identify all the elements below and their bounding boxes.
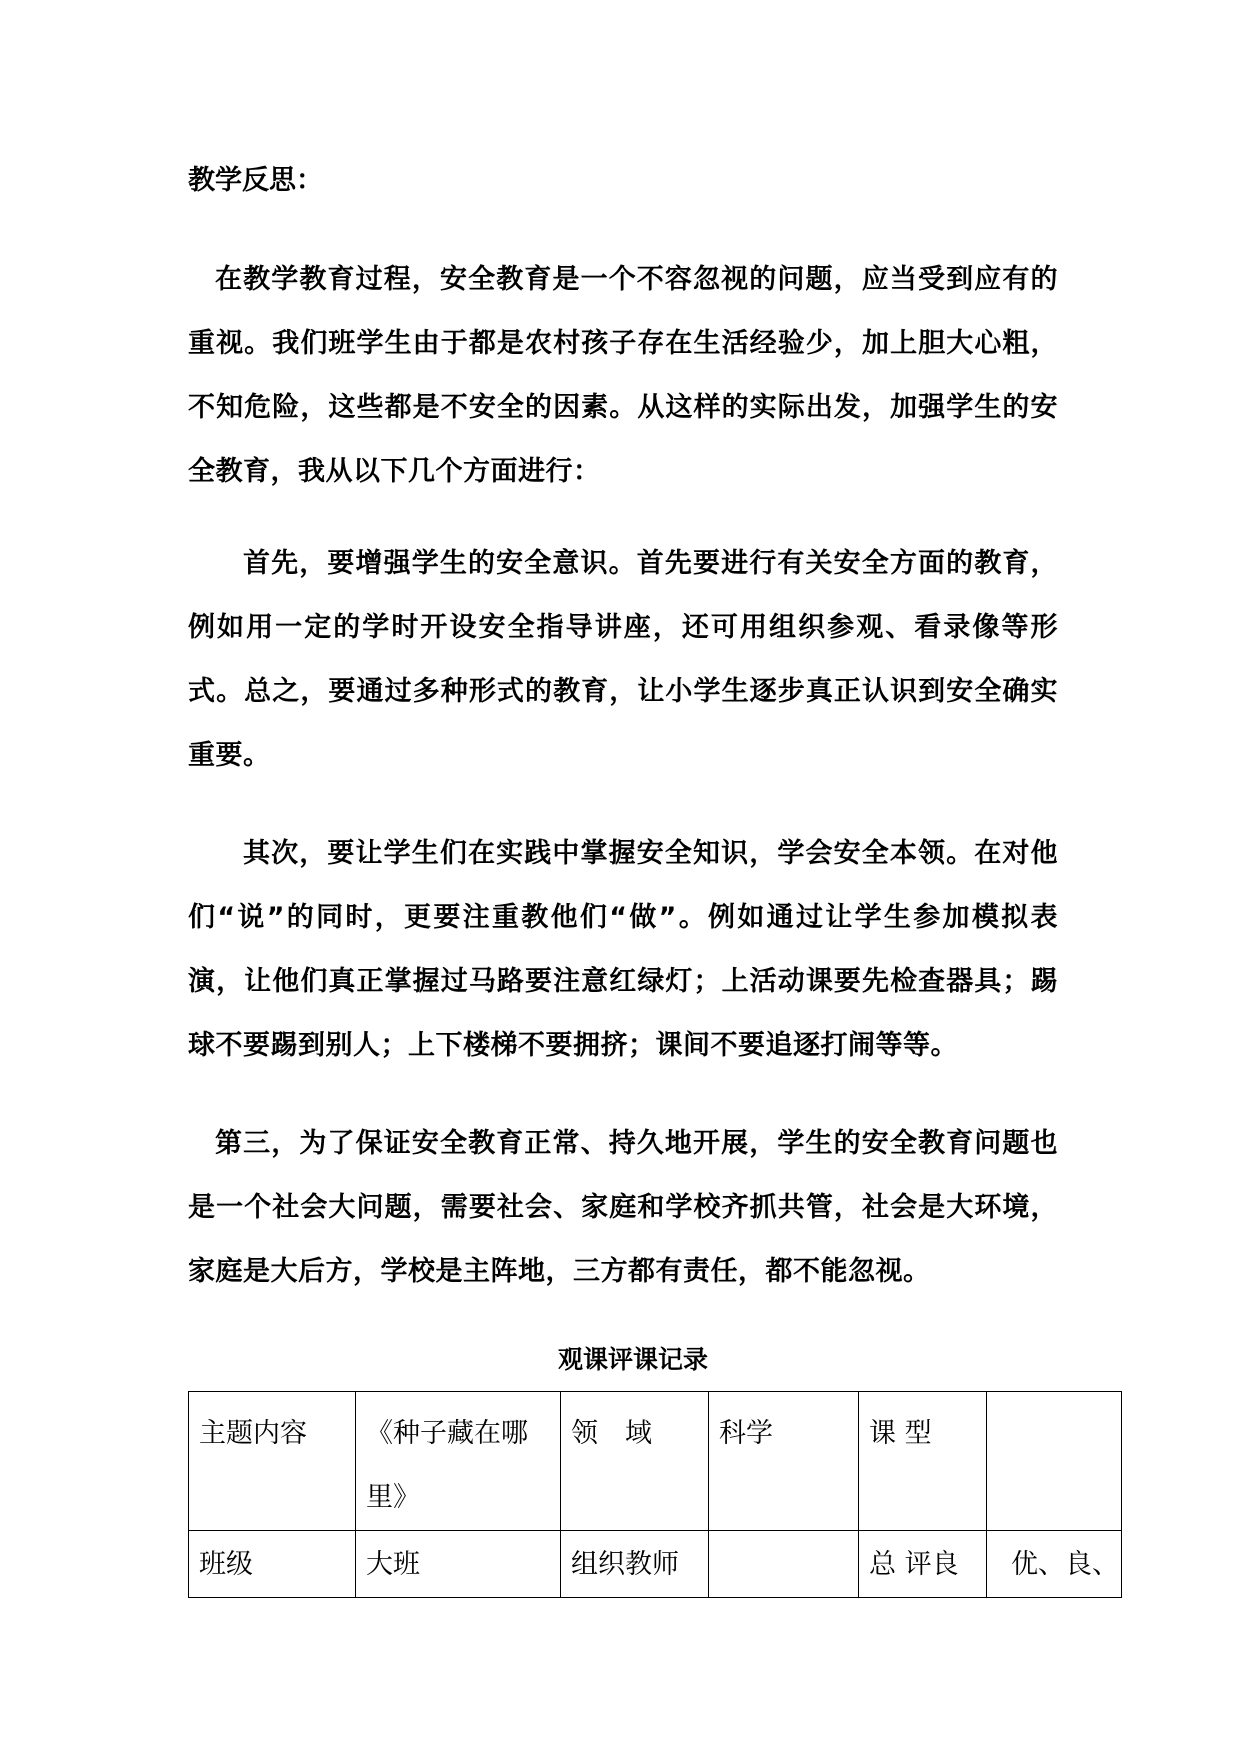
table-cell: 课 型: [859, 1392, 987, 1531]
table-row: [189, 1392, 1122, 1531]
table-cell: 领 域: [561, 1392, 709, 1531]
table-cell: 总 评良: [859, 1531, 987, 1598]
table-cell: 科学: [709, 1392, 859, 1531]
paragraph-third: 第三，为了保证安全教育正常、持久地开展，学生的安全教育问题也是一个社会大问题，需要社会、家庭和学校齐抓共管，社会是大环境，家庭是大后方，学校是主阵地，三方都有责任，都不能忽视。: [188, 1128, 1058, 1287]
table-title: 观课评课记录: [557, 1345, 708, 1374]
lesson-record-table: [188, 1391, 1122, 1598]
table-cell: [987, 1392, 1122, 1531]
paragraph-second: 其次，要让学生们在实践中掌握安全知识，学会安全本领。在对他们“说”的同时，更要注重教他们“做”。例如通过让学生参加模拟表演，让他们真正掌握过马路要注意红绿灯；上活动课要先检查器具；踢球不要踢到别人；上下楼梯不要拥挤；课间不要追逐打闹等等。: [188, 838, 1058, 1061]
table-cell: 班级: [189, 1531, 356, 1598]
table-cell: 大班: [356, 1531, 561, 1598]
table-cell: [709, 1531, 859, 1598]
table-cell: 优、良、: [987, 1531, 1122, 1598]
table-cell: 组织教师: [561, 1531, 709, 1598]
table-row: [189, 1531, 1122, 1598]
table-cell: 主题内容: [189, 1392, 356, 1531]
table-cell: 《种子藏在哪里》: [356, 1392, 561, 1531]
paragraph-first: 首先，要增强学生的安全意识。首先要进行有关安全方面的教育，例如用一定的学时开设安全指导讲座，还可用组织参观、看录像等形式。总之，要通过多种形式的教育，让小学生逐步真正认识到安全确实重要。: [188, 548, 1058, 771]
reflection-heading: 教学反思：: [188, 165, 323, 196]
paragraph-intro: 在教学教育过程，安全教育是一个不容忽视的问题，应当受到应有的重视。我们班学生由于都是农村孩子存在生活经验少，加上胆大心粗，不知危险，这些都是不安全的因素。从这样的实际出发，加强学生的安全教育，我从以下几个方面进行：: [188, 264, 1058, 487]
